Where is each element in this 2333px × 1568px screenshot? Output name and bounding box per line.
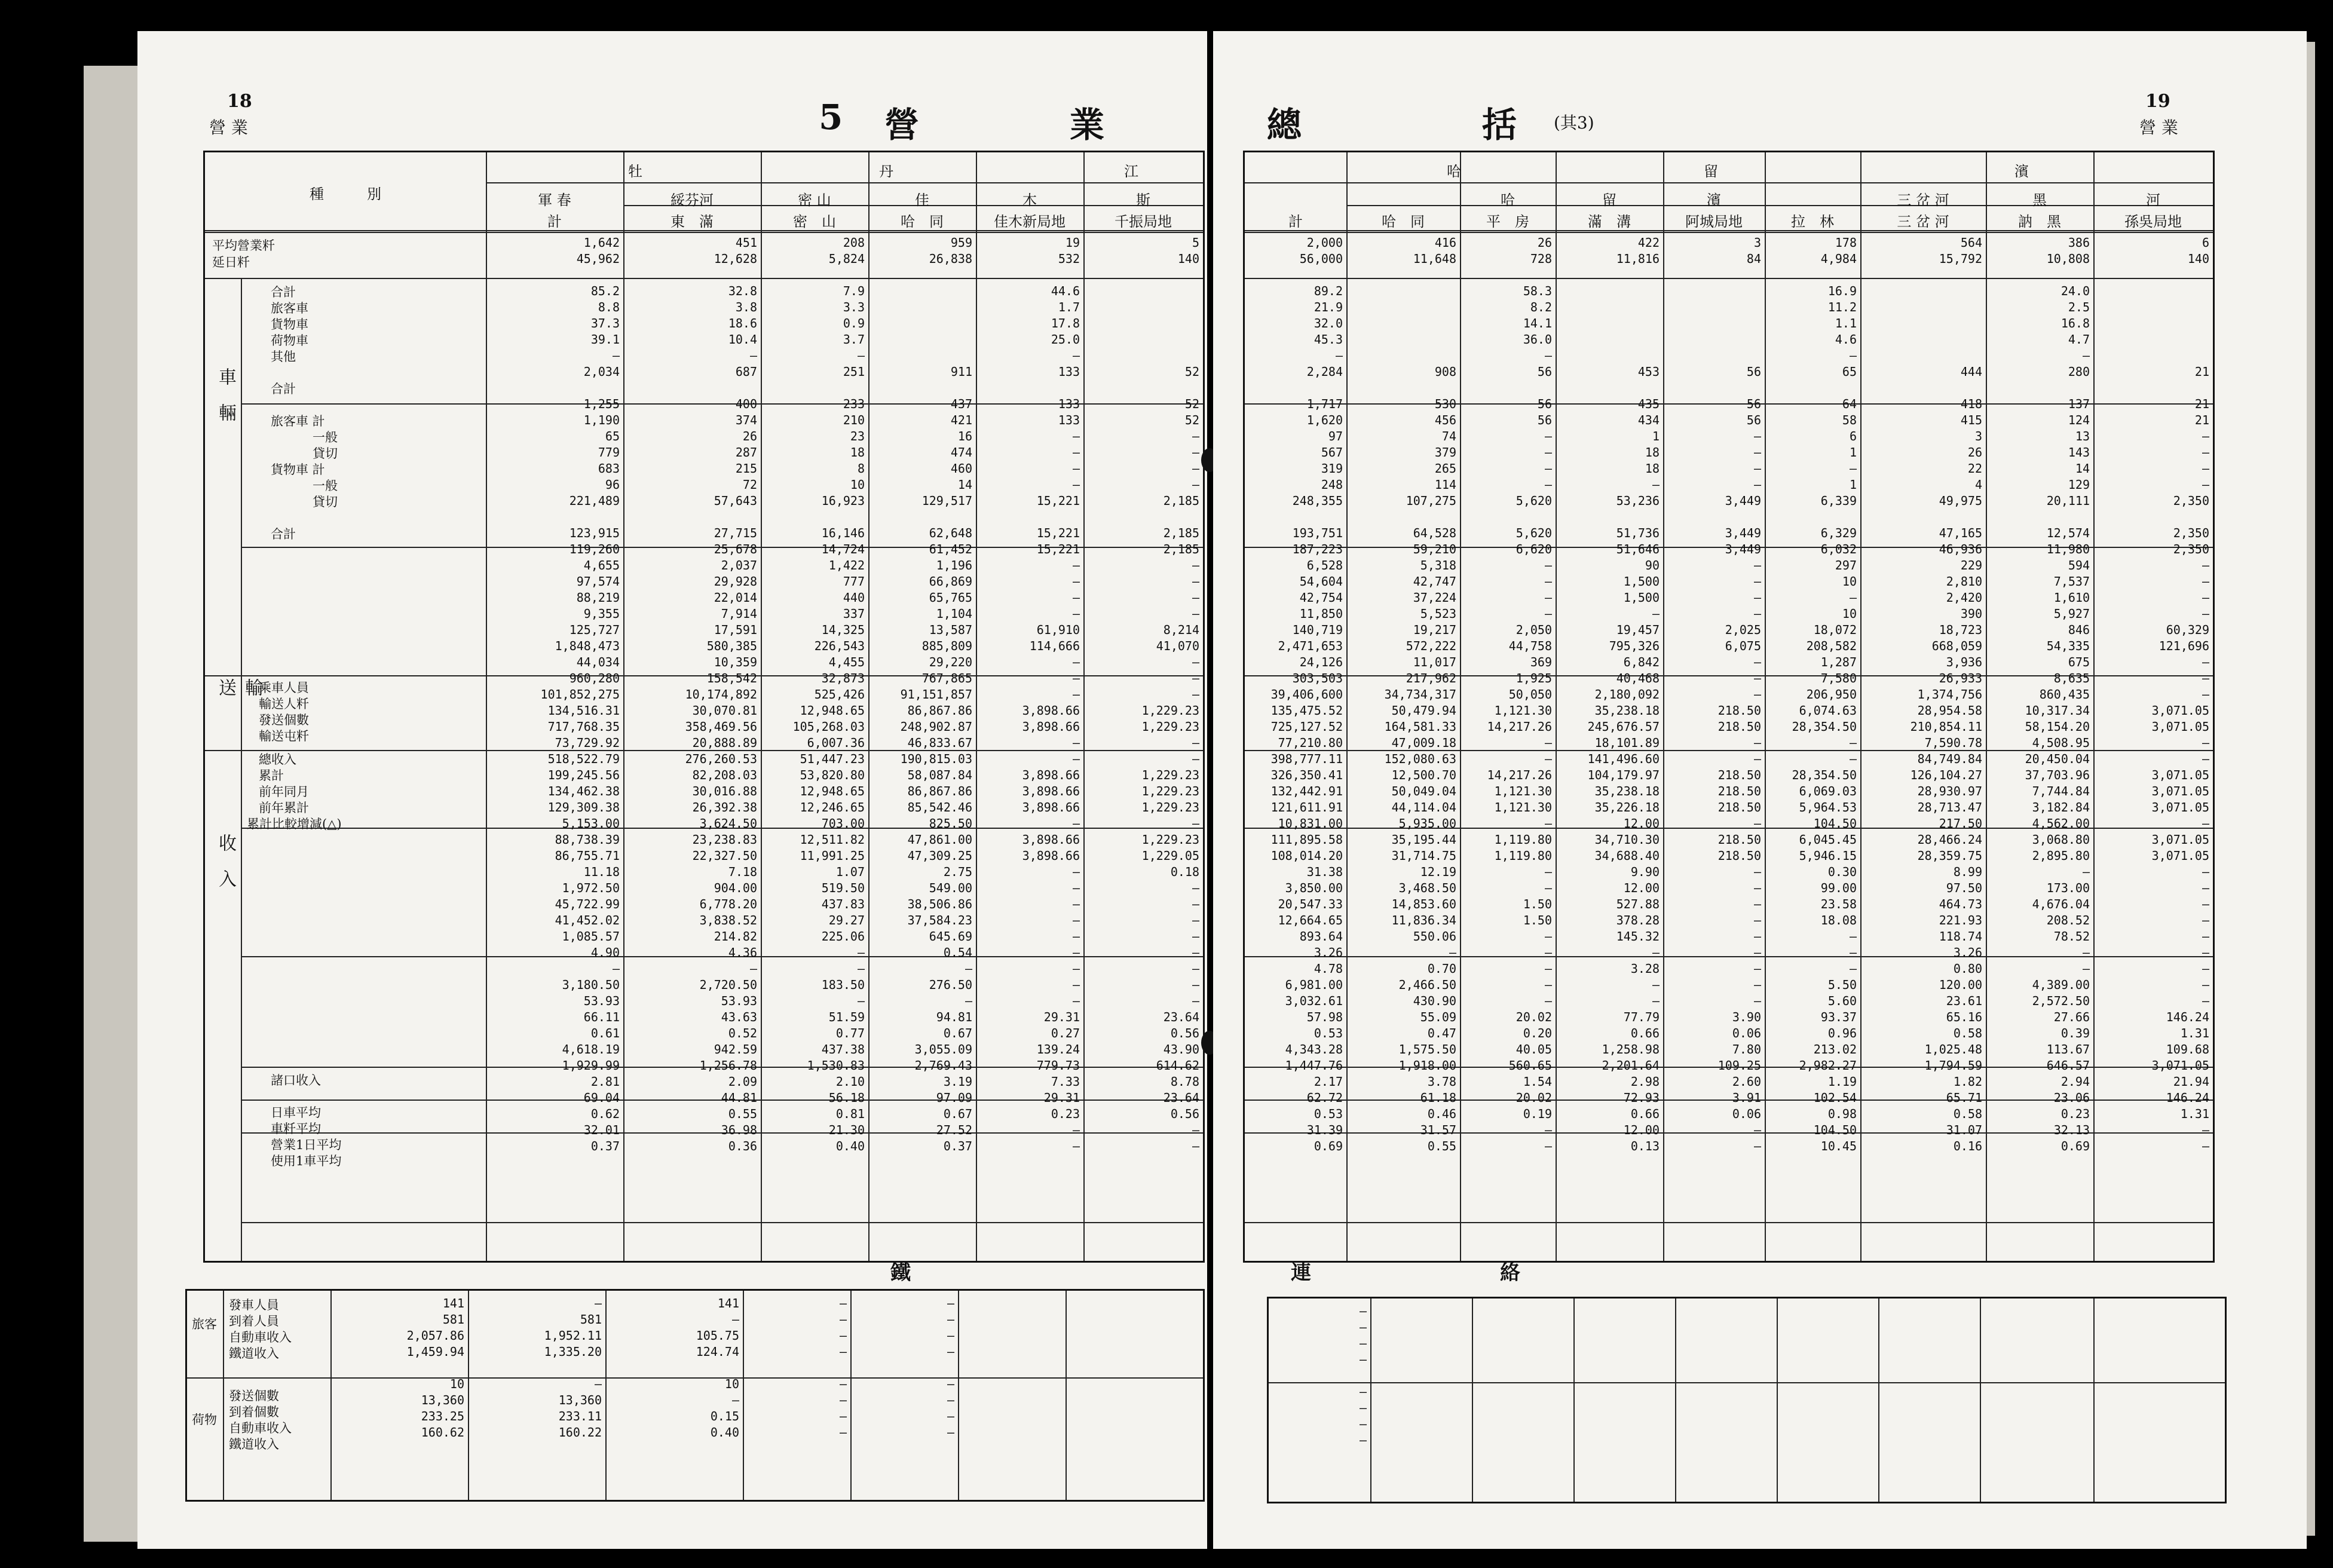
heading-char-c: 總 bbox=[1267, 105, 1303, 145]
row-label-luggage-car: 荷物車 bbox=[271, 333, 308, 348]
row-label-misc-revenue: 諸口收入 bbox=[271, 1073, 321, 1088]
data-col-3: 208 5,824 7.9 3.3 0.9 3.7 — 251 233 210 23 18 8 10 16,923 16,146 14,724 1,422 777 440 337 14,325 226,543 4,455 32,873 525,426 12,948.65 105,268.03 6,007.36 51,447.23 53,820.80 12,948.65 12,246.65 703.00 12,511.82 11,991.25 1.07 519.50 437.83 29.27 225.06 — — 183.50 — 51.59 0.77 437.38 1,530.83 2.10 56.18 0.81 21.30 0.40 bbox=[792, 235, 865, 1153]
row-label-frt-general: 一般 bbox=[313, 479, 338, 493]
row-label-op-day-avg: 營業1日平均 bbox=[271, 1138, 342, 1152]
row-label-other: 其他 bbox=[271, 350, 296, 364]
right-page bbox=[1213, 31, 2307, 1549]
row-label-day-km: 延日粁 bbox=[212, 255, 250, 270]
col-header-6: 千振局地 bbox=[1115, 213, 1172, 230]
right-col-header-6: 拉 林 bbox=[1791, 213, 1834, 230]
group-header-2: 丹 bbox=[879, 163, 893, 180]
row-label-person-km: 輸送人粁 bbox=[259, 697, 309, 711]
side-label-vehicles: 車輛 bbox=[215, 368, 236, 439]
bottom-col-total: 141 581 2,057.86 1,459.94 10 13,360 233.25 160.62 bbox=[406, 1296, 464, 1440]
heading-number: 5 bbox=[819, 97, 844, 137]
row-label-car-km-avg: 車粁平均 bbox=[271, 1122, 321, 1136]
row-label-total-2: 合計 bbox=[271, 382, 296, 396]
main-table-right bbox=[1243, 151, 2215, 1263]
right-col-header-5: 阿城局地 bbox=[1685, 213, 1743, 230]
right-col-header-7: 三 岔 河 bbox=[1897, 213, 1949, 230]
right-col-header-4: 滿 溝 bbox=[1588, 213, 1631, 230]
right-sub-header-3: 濱 bbox=[1707, 192, 1721, 209]
sub-header-6: 斯 bbox=[1136, 192, 1150, 209]
heading-char-d: 括 bbox=[1482, 105, 1518, 145]
bottom-label-arrival: 到着個數 bbox=[229, 1405, 279, 1419]
row-label-psg-general: 一般 bbox=[313, 430, 338, 445]
right-data-col-4: 422 11,816 453 435 434 1 18 18 — 53,236 51,736 51,646 90 1,500 1,500 — 19,457 795,326 6,842 40,468 2,180,092 35,238.18 245,676.57 18,101.89 141,496.60 104,179.97 35,238.18 35,226.18 12.00 34,710.30 34,688.40 9.90 12.00 527.88 378.28 145.32 — 3.28 — — 77.79 0.66 1,258.98 2,201.64 2.98 72.93 0.66 12.00 0.13 bbox=[1587, 235, 1660, 1153]
sub-header-4: 佳 bbox=[915, 192, 929, 209]
col-header-2: 東 滿 bbox=[670, 213, 714, 230]
right-group-header-2: 留 bbox=[1704, 163, 1718, 180]
main-table-left bbox=[203, 151, 1205, 1263]
right-col-header-9: 孫吳局地 bbox=[2124, 213, 2182, 230]
sub-header-2: 綏芬河 bbox=[670, 192, 714, 209]
col-header-total: 計 bbox=[547, 213, 562, 230]
right-col-header-3: 平 房 bbox=[1486, 213, 1529, 230]
heading-char-b: 業 bbox=[1070, 105, 1106, 145]
right-group-header-1: 哈 bbox=[1447, 163, 1461, 180]
page-number-left: 18 bbox=[227, 91, 252, 112]
heading-char-a: 營 bbox=[884, 105, 921, 145]
row-label-prev-month: 前年同月 bbox=[259, 785, 309, 799]
page-number-right: 19 bbox=[2145, 91, 2170, 112]
data-col-total: 1,642 45,962 85.2 8.8 37.3 39.1 — 2,034 1,255 1,190 65 779 683 96 221,489 123,915 119,260 4,655 97,574 88,219 9,355 125,727 1,848,473 44,034 960,280 101,852,275 134,516.31 717,768.35 73,729.92 518,522.79 199,245.56 134,462.38 129,309.38 5,153.00 88,738.39 86,755.71 11.18 1,972.50 45,722.99 41,452.02 1,085.57 4.90 — 3,180.50 53.93 66.11 0.61 4,618.19 1,929.99 2.81 69.04 0.62 32.01 0.37 bbox=[540, 235, 620, 1153]
row-label-daily-avg: 日車平均 bbox=[271, 1105, 321, 1120]
row-label-ton-km: 輸送屯粁 bbox=[259, 729, 309, 743]
row-label-frt-charter: 貸切 bbox=[313, 495, 338, 509]
bottom-label-dispatch: 發送個數 bbox=[229, 1389, 279, 1403]
right-sub-header-2: 留 bbox=[1602, 192, 1616, 209]
sub-header-3: 密 山 bbox=[798, 192, 831, 209]
bottom-label-auto-rev-2: 自動車收入 bbox=[229, 1421, 292, 1435]
row-label-passenger-car: 旅客車 bbox=[271, 301, 308, 316]
right-data-col-total: 2,000 56,000 89.2 21.9 32.0 45.3 — 2,284 1,717 1,620 97 567 319 248 248,355 193,751 187,223 6,528 54,604 42,754 11,850 140,719 2,471,653 24,126 303,503 39,406,600 135,475.52 725,127.52 77,210.80 398,777.11 326,350.41 132,442.91 121,611.91 10,831.00 111,895.58 108,014.20 31.38 3,850.00 20,547.33 12,664.65 893.64 3.26 4.78 6,981.00 3,032.61 57.98 0.53 4,343.28 1,447.76 2.17 62.72 0.53 31.39 0.69 bbox=[1270, 235, 1343, 1153]
right-col-header-2: 哈 同 bbox=[1382, 213, 1425, 230]
row-label-psg-charter: 貸切 bbox=[313, 446, 338, 461]
right-col-header-8: 訥 黑 bbox=[2018, 213, 2061, 230]
data-col-4: 959 26,838 911 437 421 16 474 460 14 129,517 62,648 61,452 1,196 66,869 65,765 1,104 13,587 885,809 29,220 767,865 91,151,857 86,867.86 248,902.87 46,833.67 190,815.03 58,087.84 86,867.86 85,542.46 825.50 47,861.00 47,309.25 2.75 549.00 38,506.86 37,584.23 645.69 0.54 — 276.50 — 94.81 0.67 3,055.09 2,769.43 3.19 97.09 0.67 27.52 0.37 bbox=[900, 235, 972, 1153]
bottom-label-rail-rev: 鐵道收入 bbox=[229, 1346, 279, 1361]
col-header-5: 佳木新局地 bbox=[994, 213, 1066, 230]
bottom-label-passenger: 旅客 bbox=[192, 1317, 217, 1331]
group-header-3: 江 bbox=[1124, 163, 1138, 180]
right-sub-header-4: 三 岔 河 bbox=[1897, 192, 1949, 209]
row-label-run-total: 合計 bbox=[271, 527, 296, 541]
row-label-psg-total: 旅客車 計 bbox=[271, 414, 325, 428]
side-label-revenue: 收入 bbox=[215, 834, 236, 905]
col-header-4: 哈 同 bbox=[901, 213, 944, 230]
bottom-label-rail-rev-2: 鐵道收入 bbox=[229, 1437, 279, 1451]
group-header-1: 牡 bbox=[628, 163, 642, 180]
row-label-avg-km: 平均營業粁 bbox=[212, 238, 275, 253]
section-label-left: 營 業 bbox=[209, 118, 248, 137]
data-col-5: 19 532 44.6 1.7 17.8 25.0 — 133 133 133 — — — — 15,221 15,221 15,221 — — — — 61,910 114,666 — — — 3,898.66 3,898.66 — — 3,898.66 3,898.66 3,898.66 — 3,898.66 3,898.66 — — — — — — — — — 29.31 0.27 139.24 779.73 7.33 29.31 0.23 — — bbox=[1022, 235, 1080, 1153]
bottom-label-arrive: 到着人員 bbox=[229, 1314, 279, 1328]
bottom-table-right bbox=[1267, 1297, 2227, 1503]
row-label-dispatch-count: 發送個數 bbox=[259, 713, 309, 727]
bottom-col-4: — — — — — — — — bbox=[839, 1296, 847, 1440]
book-edge-left bbox=[84, 66, 137, 1542]
heading-note: (其3) bbox=[1554, 113, 1594, 133]
right-data-col-2: 416 11,648 908 530 456 74 379 265 114 107,275 64,528 59,210 5,318 42,747 37,224 5,523 19,217 572,222 11,017 217,962 34,734,317 50,479.94 164,581.33 47,009.18 152,080.63 12,500.70 50,049.04 44,114.04 5,935.00 35,195.44 31,714.75 12.19 3,468.50 14,853.60 11,836.34 550.06 — 0.70 2,466.50 430.90 55.09 0.47 1,575.50 1,918.00 3.78 61.18 0.46 31.57 0.55 bbox=[1384, 235, 1456, 1153]
right-sub-header-6: 河 bbox=[2146, 192, 2160, 209]
bottom-col-3: 141 — 105.75 124.74 10 — 0.15 0.40 bbox=[696, 1296, 739, 1440]
bottom-label-depart: 發車人員 bbox=[229, 1298, 279, 1312]
left-page bbox=[137, 31, 1207, 1549]
row-label-prev-cumulative: 前年累計 bbox=[259, 801, 309, 815]
bottom-col-5: — — — — — — — — bbox=[947, 1296, 954, 1440]
data-col-6: 5 140 52 52 52 — — — — 2,185 2,185 2,185 — — — — 8,214 41,070 — — — 1,229.23 1,229.23 — — 1,229.23 1,229.23 1,229.23 — 1,229.23 1,229.05 0.18 — — — — — — — — 23.64 0.56 43.90 614.62 8.78 23.64 0.56 — — bbox=[1141, 235, 1199, 1153]
right-bottom-col-total: — — — — — — — — bbox=[1359, 1304, 1367, 1447]
row-label-cumulative: 累計 bbox=[259, 768, 284, 783]
bottom-table-left bbox=[185, 1289, 1205, 1502]
right-data-col-8: 386 10,808 24.0 2.5 16.8 4.7 — 280 137 124 13 143 14 129 20,111 12,574 11,980 594 7,537 1,610 5,927 846 54,335 675 8,635 860,435 10,317.34 58,154.20 4,508.95 20,450.04 37,703.96 7,744.84 3,182.84 4,562.00 3,068.80 2,895.80 — 173.00 4,676.04 208.52 78.52 — — 4,389.00 2,572.50 27.66 0.39 113.67 646.57 2.94 23.06 0.23 32.13 0.69 bbox=[2025, 235, 2090, 1153]
row-label-frt-total: 貨物車 計 bbox=[271, 463, 325, 477]
data-col-2: 451 12,628 32.8 3.8 18.6 10.4 — 687 400 374 26 287 215 72 57,643 27,715 25,678 2,037 29,928 22,014 7,914 17,591 580,385 10,359 158,542 10,174,892 30,070.81 358,469.56 20,888.89 276,260.53 82,208.03 30,016.88 26,392.38 3,624.50 23,238.83 22,327.50 7.18 904.00 6,778.20 3,838.52 214.82 4.36 — 2,720.50 53.93 43.63 0.52 942.59 1,256.78 2.09 44.81 0.55 36.98 0.36 bbox=[685, 235, 757, 1153]
right-data-col-7: 564 15,792 444 418 415 3 26 22 4 49,975 47,165 46,936 229 2,810 2,420 390 18,723 668,059 3,936 26,933 1,374,756 28,954.58 210,854.11 7,590.78 84,749.84 126,104.27 28,930.97 28,713.47 217.50 28,466.24 28,359.75 8.99 97.50 464.73 221.93 118.74 3.26 0.80 120.00 23.61 65.16 0.58 1,025.48 1,794.59 1.82 65.71 0.58 31.07 0.16 bbox=[1910, 235, 1982, 1153]
bottom-col-2: — 581 1,952.11 1,335.20 — 13,360 233.11 160.22 bbox=[544, 1296, 602, 1440]
section-label-right: 營 業 bbox=[2139, 118, 2178, 137]
right-sub-header-5: 黑 bbox=[2032, 192, 2047, 209]
bottom-label-auto-rev: 自動車收入 bbox=[229, 1330, 292, 1345]
col-header-3: 密 山 bbox=[793, 213, 836, 230]
bottom-title-right-a: 連 bbox=[1291, 1261, 1312, 1285]
row-label-total-1: 合計 bbox=[271, 285, 296, 299]
right-group-header-3: 濱 bbox=[2014, 163, 2029, 180]
right-data-col-3: 26 728 58.3 8.2 14.1 36.0 — 56 56 56 — — — — 5,620 5,620 6,620 — — — — 2,050 44,758 369 1,925 50,050 1,121.30 14,217.26 — — 14,217.26 1,121.30 1,121.30 — 1,119.80 1,119.80 — — 1.50 1.50 — — — — — 20.02 0.20 40.05 560.65 1.54 20.02 0.19 — — bbox=[1487, 235, 1552, 1153]
row-label-freight-car: 貨物車 bbox=[271, 317, 308, 332]
row-label-boarding: 乘車人員 bbox=[259, 681, 309, 695]
bottom-title-left: 鐵 bbox=[890, 1261, 912, 1285]
right-data-col-5: 3 84 56 56 56 — — — — 3,449 3,449 3,449 — — — — 2,025 6,075 — — — 218.50 218.50 — — 218.50 218.50 218.50 — 218.50 218.50 — — — — — — — — — 3.90 0.06 7.80 109.25 2.60 3.91 0.06 — — bbox=[1717, 235, 1761, 1153]
book-edge-right bbox=[2307, 42, 2315, 1536]
sub-header-5: 木 bbox=[1022, 192, 1037, 209]
right-data-col-9: 6 140 21 21 21 — — — — 2,350 2,350 2,350 — — — — 60,329 121,696 — — — 3,071.05 3,071.05 — — 3,071.05 3,071.05 3,071.05 — 3,071.05 3,071.05 — — — — — — — — — 146.24 1.31 109.68 3,071.05 21.94 146.24 1.31 — — bbox=[2151, 235, 2209, 1153]
side-label-transport: 輸送 bbox=[215, 678, 262, 714]
row-label-total-revenue: 總收入 bbox=[259, 752, 296, 767]
right-sub-header-1: 哈 bbox=[1501, 192, 1515, 209]
right-data-col-6: 178 4,984 16.9 11.2 1.1 4.6 — 65 64 58 6 1 — 1 6,339 6,329 6,032 297 10 — 10 18,072 208,582 1,287 7,580 206,950 6,074.63 28,354.50 — — 28,354.50 6,069.03 5,964.53 104.50 6,045.45 5,946.15 0.30 99.00 23.58 18.08 — — — 5.50 5.60 93.37 0.96 213.02 2,982.27 1.19 102.54 0.98 104.50 10.45 bbox=[1792, 235, 1857, 1153]
bottom-label-luggage: 荷物 bbox=[192, 1413, 217, 1427]
right-col-header-total: 計 bbox=[1288, 213, 1303, 230]
row-label-cumulative-diff: 累計比較增減(△) bbox=[247, 817, 342, 831]
bottom-title-right-b: 絡 bbox=[1500, 1261, 1521, 1285]
sub-header-1: 軍 春 bbox=[538, 192, 571, 209]
category-header: 種 別 bbox=[310, 186, 381, 203]
row-label-per-car-avg: 使用1車平均 bbox=[271, 1154, 342, 1168]
